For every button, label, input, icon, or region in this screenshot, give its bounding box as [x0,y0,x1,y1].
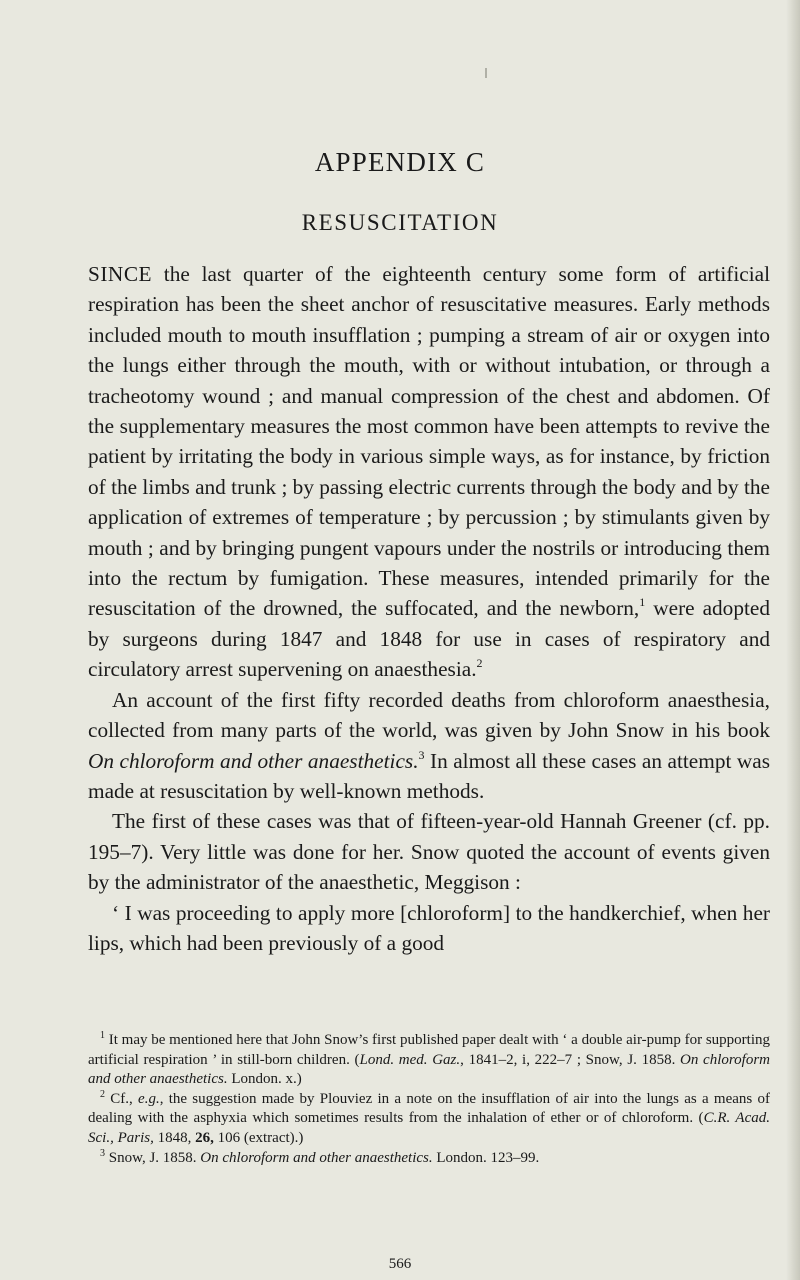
print-mark [485,68,487,78]
footnote-1-book: On chloroform and other anaesthetics. [88,1051,770,1088]
footnote-2-text-b: , the suggestion made by Plouviez in a note on the insufflation of air into the lungs as a means of dealing with the asphyxia which sometimes results from the inhalation of ether or of chloroform. ( [88,1090,770,1127]
footnote-3-text-b: London. 123–99. [432,1149,540,1166]
footnote-2-journal: C.R. Acad. Sci., Paris, [88,1110,770,1146]
page-number: 566 [388,1256,412,1272]
appendix-label: APPENDIX C [314,147,486,177]
paragraph-1-text-b: were adopted by surgeons during 1847 and 1848 for use in cases of respiratory and circulatory arrest supervening on anaesthesia. [88,596,770,682]
footnote-2 [88,1090,770,1149]
footnote-ref-1[interactable]: 1 [639,595,646,610]
book-title: On chloroform and other anaesthetics. [88,748,419,773]
paragraph-2-text-a: An account of the first fifty recorded deaths from chloroform anaesthesia, collected from many parts of the world, was given by John Snow in his book [88,687,770,743]
footnote-2-text-d: 106 (extract).) [213,1129,304,1146]
footnote-3 [88,1149,770,1169]
footnote-2-mark: 2 [100,1088,105,1100]
paragraph-2-text-b: In almost all these cases an attempt was made at resuscitation by well-known methods. [88,748,770,803]
footnote-1-text-b: , 1841–2, i, 222–7 ; Snow, J. 1858. [460,1051,681,1068]
lead-word: SINCE [88,262,153,286]
quotation: ‘ I was proceeding to apply more [chloroform] to the handkerchief, when her lips, which had been previously of a good [88,900,770,955]
footnote-2-eg: e.g. [138,1090,160,1107]
footnote-3-mark: 3 [100,1147,105,1159]
footnote-ref-3[interactable]: 3 [418,747,425,762]
footnote-3-book: On chloroform and other anaesthetics. [200,1149,433,1166]
footnote-1 [88,1031,770,1090]
footnote-3-text-a: Snow, J. 1858. [105,1149,201,1166]
footnote-2-volume: 26, [195,1129,214,1146]
paragraph-3: The first of these cases was that of fifteen-year-old Hannah Greener (cf. pp. 195–7). Very little was done for her. Snow quoted the account of events given by the administrator of the anaesthetic, Meggison : [88,809,770,895]
chapter-title: RESUSCITATION [301,210,499,235]
footnote-1-mark: 1 [100,1030,105,1041]
page-edge-shadow [786,0,800,1280]
footnote-1-journal: Lond. med. Gaz. [359,1051,461,1068]
paragraph-2 [88,685,770,807]
paragraph-1 [88,259,770,685]
footnote-1-text-c: London. x.) [227,1071,302,1088]
footnote-1-text-a: It may be mentioned here that John Snow’s first published paper dealt with ‘ a double air-pump for supporting artificial respiration ’ in still-born children. ( [88,1032,770,1068]
footnotes [88,1031,770,1168]
paragraph-1-text-a: the last quarter of the eighteenth century some form of artificial respiration has been the sheet anchor of resuscitative measures. Early methods included mouth to mouth insufflation ; pumping a stream of air or oxygen into the lungs either through the mouth, with or without intubation, or through a tracheotomy wound ; and manual compression of the chest and abdomen. Of the supplementary measures the most common have been attempts to revive the patient by irritating the body in various simple ways, as for instance, by friction of the limbs and trunk ; by passing electric currents through the body and by the application of extremes of temperature ; by percussion ; by stimulants given by mouth ; and by bringing pungent vapours under the nostrils or introducing them into the rectum by fumigation. These measures, intended primarily for the resuscitation of the drowned, the suffocated, and the newborn, [88,262,770,621]
footnote-2-text-c: 1848, [153,1129,196,1146]
body-text [88,259,770,958]
footnote-ref-2[interactable]: 2 [476,656,483,671]
footnote-2-text-a: Cf., [105,1090,139,1107]
